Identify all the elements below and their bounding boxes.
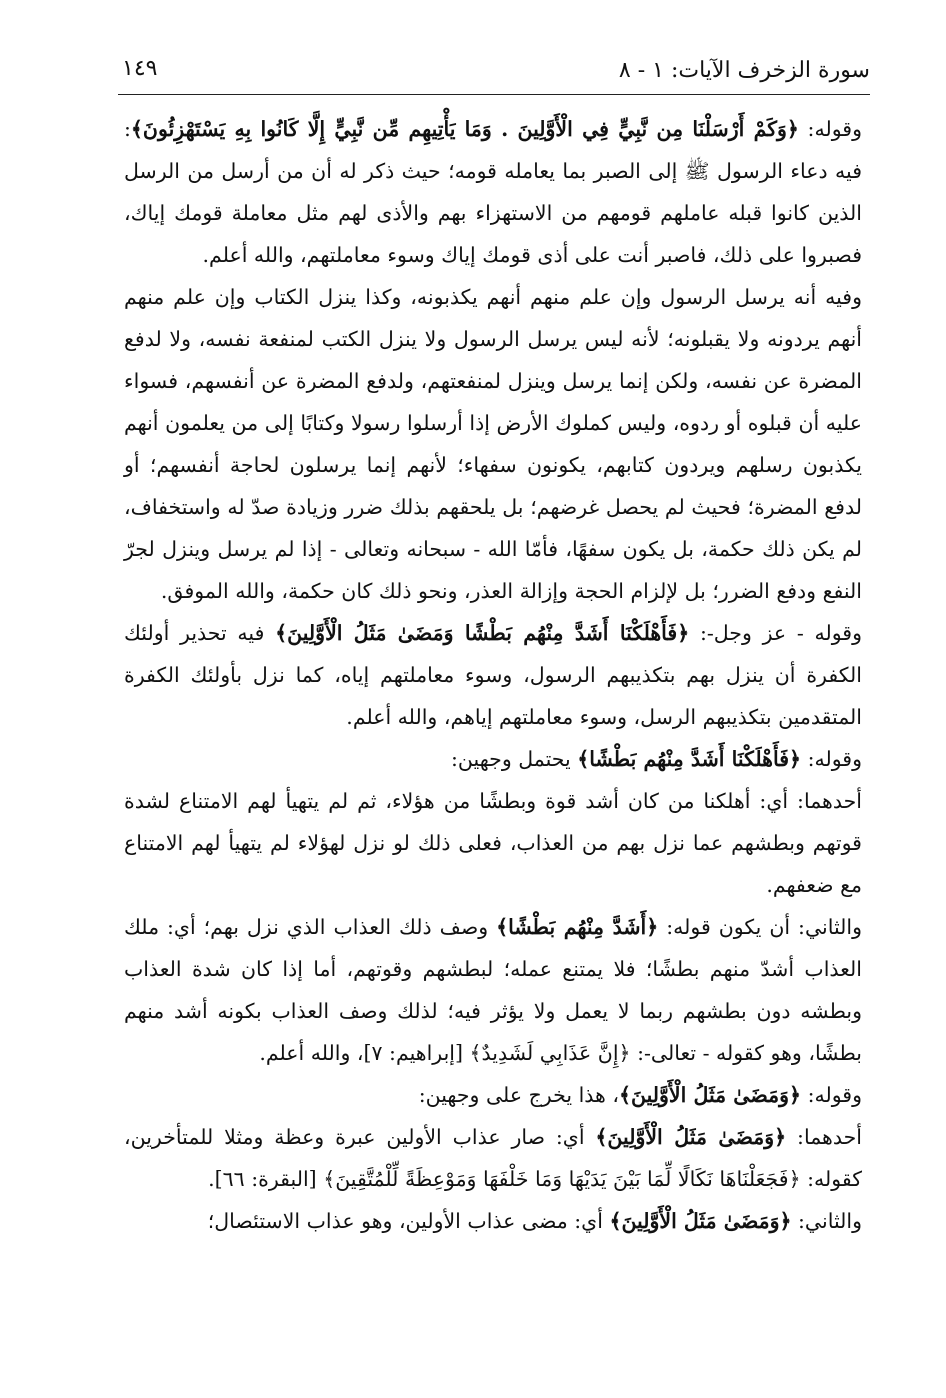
paragraph-text: فيه تحذير أولئك الكفرة أن ينزل بهم بتكذيبهم الرسول، وسوء معاملتهم إياه، كما نزل بأولئك الكفرة المتقدمين بتكذيبهم الرسل، وسوء معاملتهم إياهم، والله أعلم. — [124, 621, 862, 729]
paragraph-text: وقوله: — [801, 747, 862, 771]
running-header — [118, 52, 870, 95]
quran-verse: ﴿وَمَضَىٰ مَثَلُ الْأَوَّلِينَ﴾ — [595, 1125, 787, 1149]
paragraph-1 — [124, 108, 862, 276]
quran-verse: ﴿وَمَضَىٰ مَثَلُ الْأَوَّلِينَ﴾ — [609, 1209, 792, 1233]
quran-verse: ﴿وَمَضَىٰ مَثَلُ الْأَوَّلِينَ﴾ — [618, 1083, 802, 1107]
paragraph-9 — [124, 1200, 862, 1242]
paragraph-text: : فيه دعاء الرسول ﷺ إلى الصبر بما يعامله قومه؛ حيث ذكر له أن من أرسل من الرسل الذين كانوا قبله عاملهم قومهم من الاستهزاء بهم والأذى لهم مثل معاملة قومك إياك، فصبروا على ذلك، فاصبر أنت على أذى قومك إياك وسوء معاملتهم، والله أعلم. — [124, 117, 862, 267]
page-number: ١٤٩ — [122, 56, 158, 81]
paragraph-text: وصف ذلك العذاب الذي نزل بهم؛ أي: ملك العذاب أشدّ منهم بطشًا؛ فلا يمتنع عمله؛ لبطشهم وقوتهم، أما إذا كان شدة العذاب وبطشه دون بطشهم ربما لا يعمل ولا يؤثر فيه؛ لذلك وصف العذاب بكونه أشد منهم بطشًا، وهو كقوله - تعالى-: ﴿إِنَّ عَذَابِي لَشَدِيدٌ﴾ [إبراهيم: ٧]، والله أعلم. — [124, 915, 862, 1065]
body-text — [124, 108, 862, 1242]
paragraph-text: أي: مضى عذاب الأولين، وهو عذاب الاستئصال؛ — [207, 1209, 610, 1233]
paragraph-8 — [124, 1116, 862, 1200]
quran-verse: ﴿فَأَهْلَكْنَا أَشَدَّ مِنْهُم بَطْشًا﴾ — [577, 747, 802, 771]
paragraph-text: وفيه أنه يرسل الرسول وإن علم منهم أنهم يكذبونه، وكذا ينزل الكتاب وإن علم منهم أنهم يردونه ولا يقبلونه؛ لأنه ليس يرسل الرسول ولا ينزل الكتب لمنفعة نفسه، ولا لدفع المضرة عن نفسه، ولكن إنما يرسل وينزل لمنفعتهم، ولدفع المضرة عن أنفسهم، فسواء عليه أن قبلوه أو ردوه، وليس كملوك الأرض إذا أرسلوا رسولا وكتابًا إلى من يعلمون أنهم يكذبون رسلهم ويردون كتابهم، يكونون سفهاء؛ لأنهم إنما يرسلون لحاجة أنفسهم؛ أو لدفع المضرة؛ فحيث لم يحصل غرضهم؛ بل يلحقهم بذلك ضرر وزيادة صدّ له واستخفاف، لم يكن ذلك حكمة، بل يكون سفهًا، فأمّا الله - سبحانه وتعالى - إذا لم يرسل وينزل لجرّ النفع ودفع الضرر؛ بل لإلزام الحجة وإزالة العذر، ونحو ذلك كان حكمة، والله الموفق. — [124, 285, 862, 603]
header-title: سورة الزخرف الآيات: ١ - ٨ — [618, 58, 870, 83]
paragraph-4 — [124, 738, 862, 780]
paragraph-text: والثاني: — [791, 1209, 862, 1233]
paragraph-text: وقوله - عز وجل-: — [689, 621, 862, 645]
paragraph-text: والثاني: أن يكون قوله: — [658, 915, 863, 939]
quran-verse: ﴿فَأَهْلَكْنَا أَشَدَّ مِنْهُم بَطْشًا وَمَضَىٰ مَثَلُ الْأَوَّلِينَ﴾ — [275, 621, 690, 645]
paragraph-text: أحدهما: — [786, 1125, 862, 1149]
paragraph-text: وقوله: — [801, 1083, 862, 1107]
paragraph-text: أي: صار عذاب الأولين عبرة وعظة ومثلا للمتأخرين، كقوله: ﴿فَجَعَلْنَاهَا نَكَالًا لِّمَا بَيْنَ يَدَيْهَا وَمَا خَلْفَهَا وَمَوْعِظَةً لِّلْمُتَّقِينَ﴾ [البقرة: ٦٦]. — [124, 1125, 862, 1191]
paragraph-6 — [124, 906, 862, 1074]
paragraph-text: ، هذا يخرج على وجهين: — [418, 1083, 619, 1107]
paragraph-5 — [124, 780, 862, 906]
paragraph-3 — [124, 612, 862, 738]
paragraph-text: أحدهما: أي: أهلكنا من كان أشد قوة وبطشًا من هؤلاء، ثم لم يتهيأ لهم الامتناع لشدة قوتهم وبطشهم عما نزل بهم من العذاب، فعلى ذلك لو نزل لهؤلاء لم يتهيأ لهم الامتناع مع ضعفهم. — [124, 789, 862, 897]
paragraph-7 — [124, 1074, 862, 1116]
paragraph-text: وقوله: — [798, 117, 862, 141]
paragraph-2 — [124, 276, 862, 612]
quran-verse: ﴿وَكَمْ أَرْسَلْنَا مِن نَّبِيٍّ فِي الْأَوَّلِينَ . وَمَا يَأْتِيهِم مِّن نَّبِيٍّ إِلَّا كَانُوا بِهِ يَسْتَهْزِئُونَ﴾ — [130, 117, 799, 141]
quran-verse: ﴿أَشَدَّ مِنْهُم بَطْشًا﴾ — [496, 915, 659, 939]
paragraph-text: يحتمل وجهين: — [451, 747, 578, 771]
